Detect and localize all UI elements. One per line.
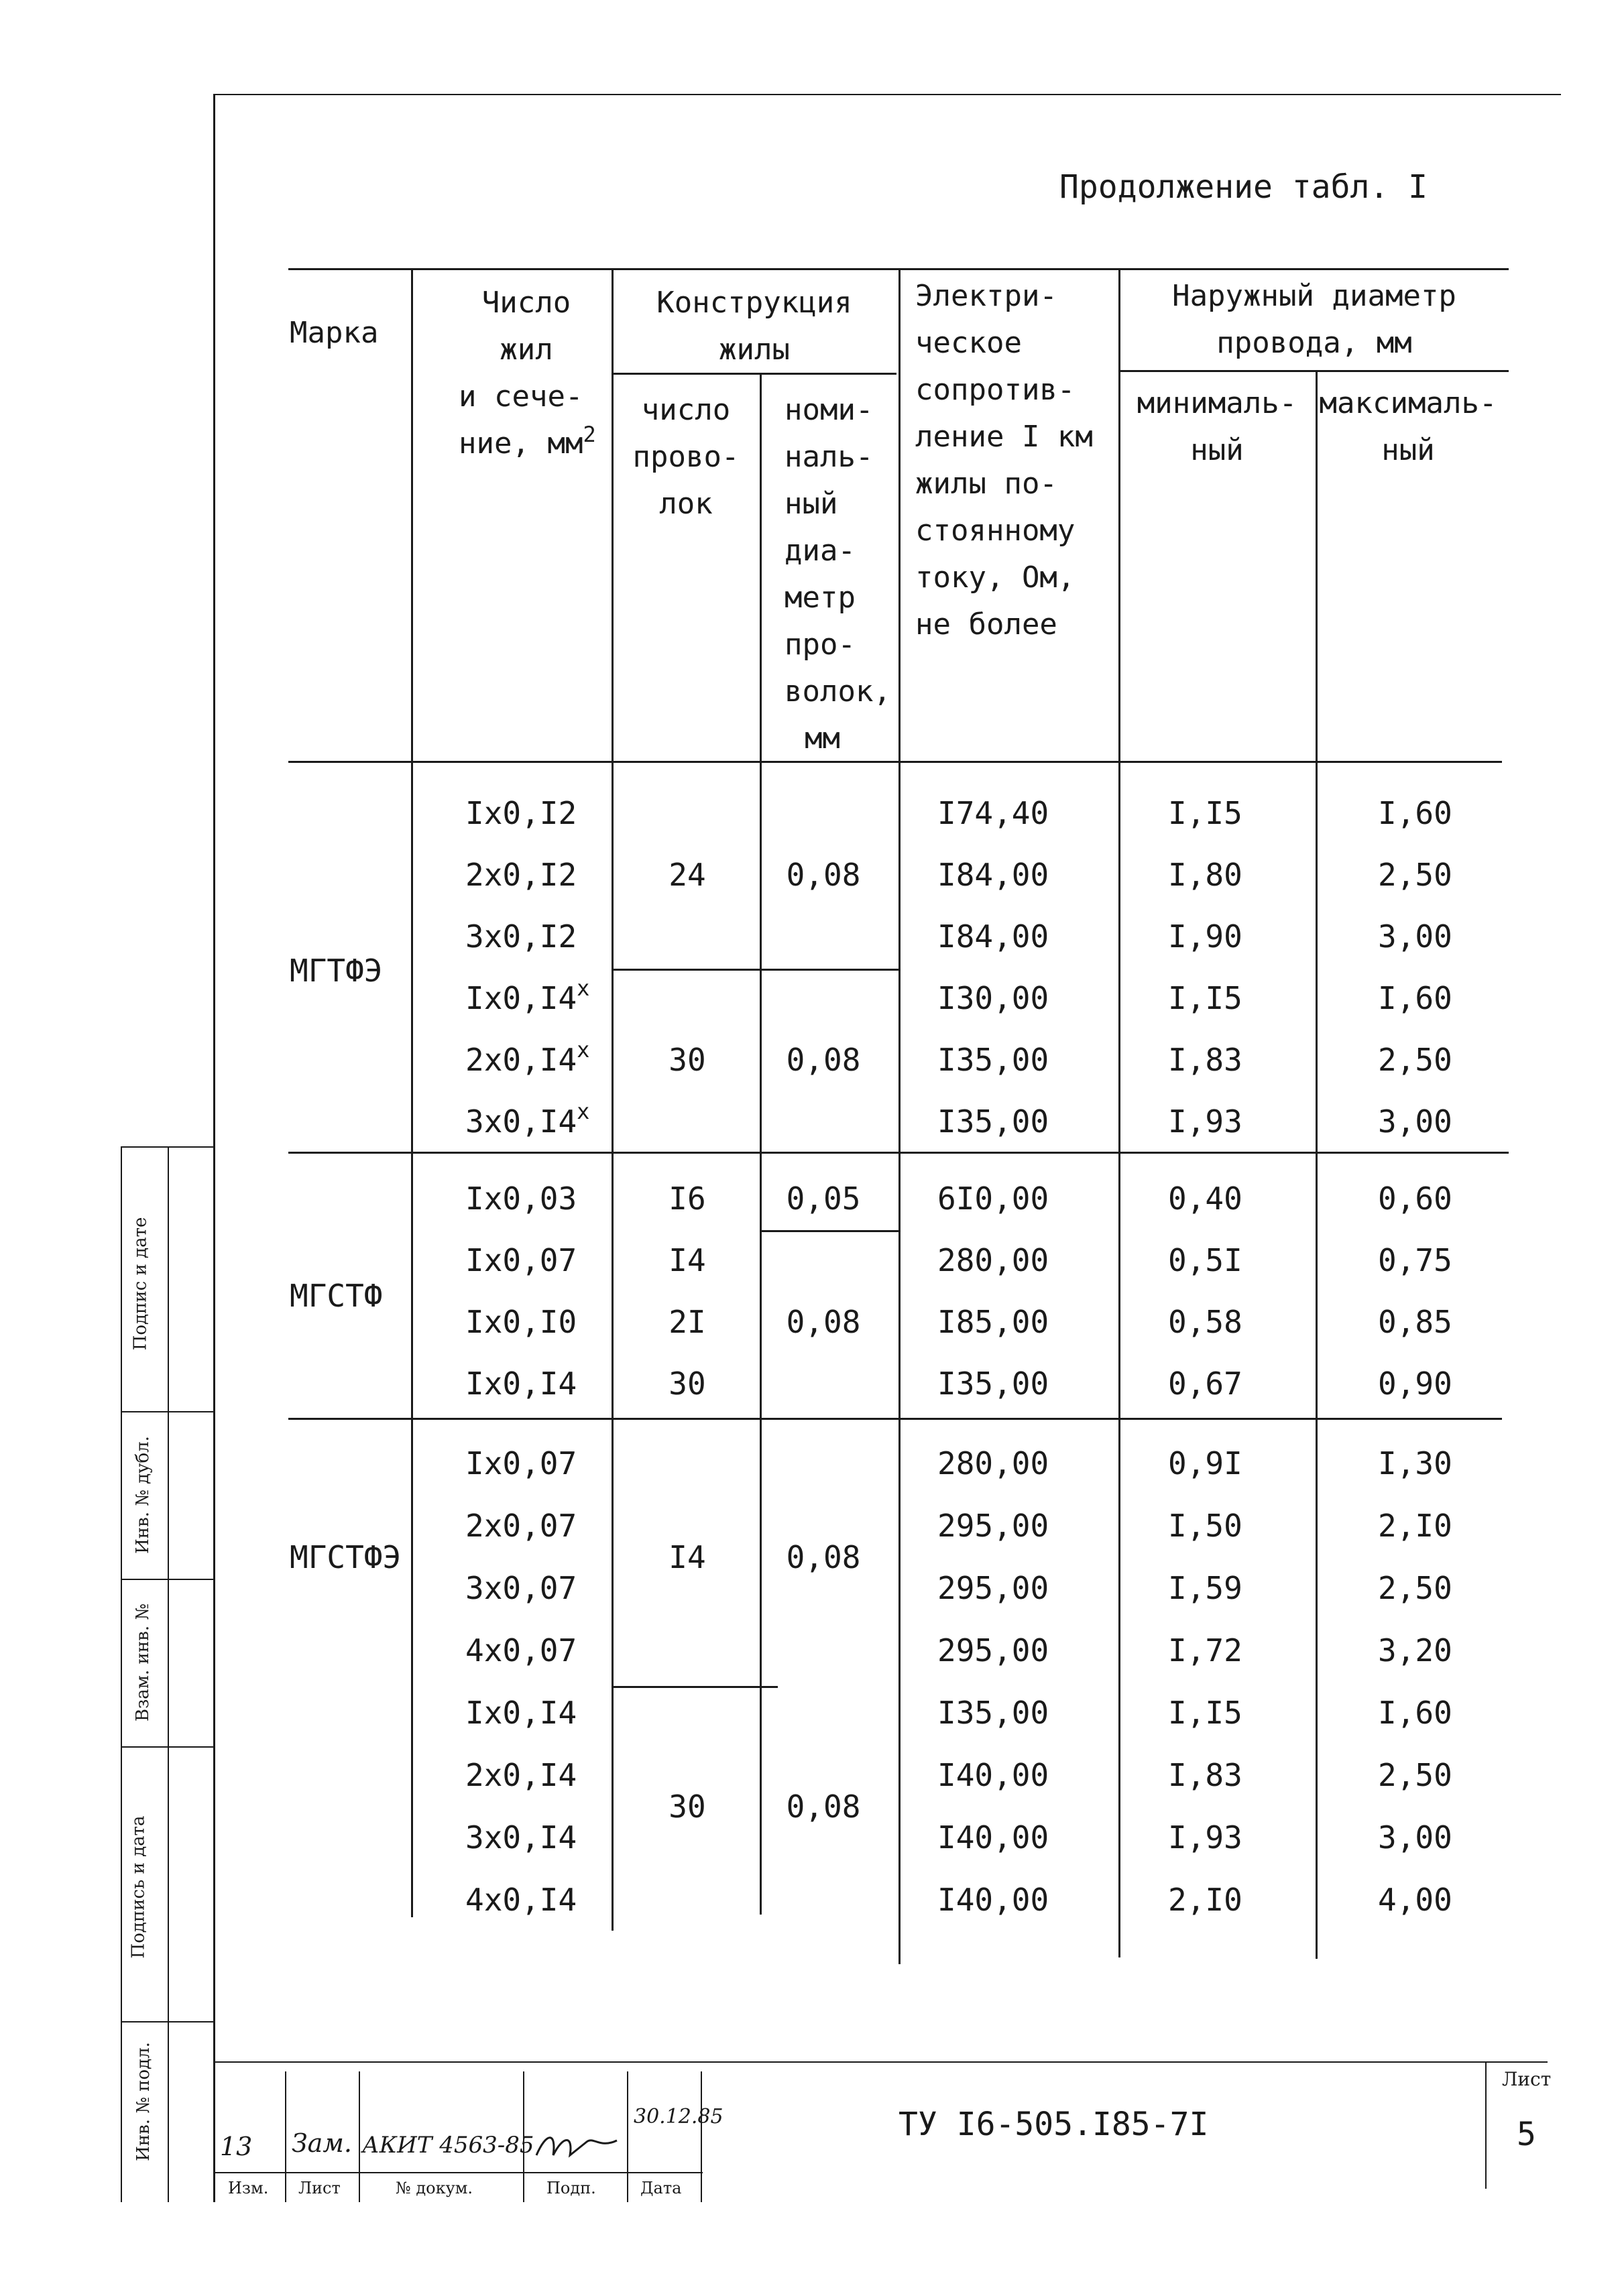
table-row-section (465, 1037, 590, 1078)
group-rule-1 (288, 1152, 1509, 1154)
frame-left-line (213, 94, 215, 2202)
section-text: 3х0,I4 (465, 1103, 577, 1140)
change-date: 30.12.85 (634, 2105, 723, 2128)
tb-col-1 (285, 2071, 286, 2202)
col-rule-2 (612, 268, 614, 1931)
resist-value: 280,00 (937, 1445, 1049, 1482)
mark-mgtfe: МГТФЭ (290, 953, 383, 989)
diam-value: 0,08 (786, 1304, 861, 1340)
resist-value: 295,00 (937, 1508, 1049, 1544)
resist-value: I35,00 (937, 1695, 1049, 1731)
header-resist-4: жилы по- (915, 467, 1057, 501)
resist-value: I40,00 (937, 1819, 1049, 1856)
resist-value: 6I0,00 (937, 1181, 1049, 1217)
label-data: Дата (640, 2179, 682, 2197)
min-value: I,59 (1168, 1570, 1242, 1606)
header-resist-6: току, Ом, (915, 560, 1076, 595)
section-text: Iх0,I4 (465, 980, 577, 1016)
max-value: 3,00 (1378, 1103, 1452, 1140)
side-label-signature-date-2: Подпись и дата (128, 1815, 149, 1959)
max-value: 0,75 (1378, 1242, 1452, 1278)
resist-value: I84,00 (937, 857, 1049, 893)
header-cores-1: Число (481, 286, 571, 320)
mgstfe-sub-rule (612, 1686, 778, 1688)
max-value: 0,60 (1378, 1181, 1452, 1217)
header-resist-3: ление I км (915, 420, 1093, 454)
section-sup: х (577, 1099, 590, 1124)
header-cores-2: жил (500, 333, 553, 367)
header-resist-1: ческое (915, 326, 1022, 360)
spec-designation: ТУ I6-505.I85-7I (898, 2106, 1209, 2143)
max-value: 3,20 (1378, 1632, 1452, 1669)
tb-col-2 (359, 2071, 360, 2202)
side-stamp-div-3 (121, 1746, 215, 1748)
side-label-dup-inv: Инв. № дубл. (132, 1436, 153, 1554)
wires-value: 2I (669, 1304, 706, 1340)
side-stamp-top (121, 1146, 215, 1148)
col-rule-5 (1118, 268, 1120, 1957)
header-diam-0: номи- (785, 393, 874, 427)
sheet-label: Лист (1502, 2068, 1552, 2090)
section-sup: х (577, 1037, 590, 1063)
table-row-section: Iх0,I0 (465, 1304, 577, 1340)
diam-value: 0,08 (786, 1539, 861, 1575)
header-outer-1: Наружный диаметр (1172, 279, 1456, 313)
col-rule-6 (1316, 370, 1318, 1959)
side-stamp-div-2 (121, 1579, 215, 1580)
diam-value: 0,08 (786, 857, 861, 893)
resist-value: I74,40 (937, 795, 1049, 831)
header-diam-3: диа- (785, 534, 856, 568)
table-row-section: 4х0,I4 (465, 1882, 577, 1918)
diam-value: 0,08 (786, 1789, 861, 1825)
min-value: I,83 (1168, 1757, 1242, 1793)
resist-value: 295,00 (937, 1632, 1049, 1669)
max-value: 3,00 (1378, 918, 1452, 955)
side-stamp-outer-line (121, 1146, 122, 2202)
header-resist-5: стоянному (915, 513, 1076, 548)
header-wires-2: прово- (632, 440, 740, 474)
header-diam-5: про- (785, 627, 856, 662)
header-min-2: ный (1190, 433, 1244, 467)
resist-value: I40,00 (937, 1882, 1049, 1918)
resist-value: 295,00 (937, 1570, 1049, 1606)
header-max-1: максималь- (1319, 386, 1497, 420)
construction-sub-rule (612, 373, 896, 375)
header-max-2: ный (1381, 433, 1435, 467)
side-label-signature-date: Подпис и дате (130, 1217, 151, 1351)
max-value: I,60 (1378, 795, 1452, 831)
header-mark: Марка (290, 316, 379, 350)
continuation-title: Продолжение табл. I (1059, 168, 1428, 206)
resist-value: I35,00 (937, 1103, 1049, 1140)
header-construction-2: жилы (719, 333, 790, 367)
min-value: I,I5 (1168, 795, 1242, 831)
side-stamp-div-4 (121, 2021, 215, 2022)
mgstf-sub-rule (760, 1230, 898, 1232)
signature-icon (533, 2128, 620, 2162)
side-stamp-inner-line (168, 1146, 169, 2202)
sheet-number: 5 (1517, 2116, 1536, 2153)
max-value: 0,90 (1378, 1366, 1452, 1402)
resist-value: I35,00 (937, 1366, 1049, 1402)
resist-value: I30,00 (937, 980, 1049, 1016)
section-sup: х (577, 975, 590, 1001)
col-rule-1 (411, 268, 413, 1917)
wires-value: 24 (669, 857, 706, 893)
mark-mgstfe: МГСТФЭ (290, 1539, 402, 1575)
col-rule-3 (760, 373, 762, 1915)
outer-sub-rule (1118, 370, 1509, 372)
change-doc-number: АКИТ 4563-85 (362, 2132, 534, 2159)
header-diam-1: наль- (785, 440, 874, 474)
frame-top-line (213, 94, 1561, 95)
table-row-section (465, 1099, 590, 1140)
wires-value: I4 (669, 1539, 706, 1575)
max-value: 3,00 (1378, 1819, 1452, 1856)
change-sheet: Зам. (292, 2128, 352, 2158)
header-diam-4: метр (785, 581, 856, 615)
min-value: 0,40 (1168, 1181, 1242, 1217)
resist-value: I85,00 (937, 1304, 1049, 1340)
table-row-section: 3х0,I4 (465, 1819, 577, 1856)
tb-col-4 (627, 2071, 628, 2202)
max-value: I,60 (1378, 980, 1452, 1016)
min-value: 0,9I (1168, 1445, 1242, 1482)
min-value: 0,67 (1168, 1366, 1242, 1402)
title-block-mid (213, 2172, 703, 2173)
table-row-section: Iх0,07 (465, 1445, 577, 1482)
col-rule-4 (898, 268, 901, 1964)
tb-sheet-col (1485, 2061, 1487, 2189)
label-izm: Изм. (228, 2179, 269, 2197)
max-value: I,30 (1378, 1445, 1452, 1482)
header-cores-4 (459, 422, 596, 461)
header-cores-3: и сече- (459, 379, 583, 414)
diam-value: 0,08 (786, 1042, 861, 1078)
header-wires-1: число (641, 393, 731, 427)
header-construction-1: Конструкция (656, 286, 852, 320)
min-value: I,83 (1168, 1042, 1242, 1078)
max-value: I,60 (1378, 1695, 1452, 1731)
section-text: 2х0,I4 (465, 1042, 577, 1078)
min-value: 0,58 (1168, 1304, 1242, 1340)
change-signature (533, 2128, 620, 2168)
mgtfe-sub-rule (612, 969, 898, 971)
header-wires-3: лок (659, 487, 713, 521)
wires-value: 30 (669, 1366, 706, 1402)
table-row-section: Iх0,03 (465, 1181, 577, 1217)
min-value: I,90 (1168, 918, 1242, 955)
wires-value: 30 (669, 1042, 706, 1078)
min-value: 2,I0 (1168, 1882, 1242, 1918)
max-value: 2,50 (1378, 857, 1452, 893)
max-value: 2,50 (1378, 1757, 1452, 1793)
header-diam-7: мм (805, 721, 840, 756)
min-value: I,72 (1168, 1632, 1242, 1669)
min-value: I,50 (1168, 1508, 1242, 1544)
label-doc: № докум. (396, 2179, 473, 2197)
group-rule-2 (288, 1418, 1502, 1420)
min-value: I,I5 (1168, 980, 1242, 1016)
table-row-section: Iх0,I4 (465, 1695, 577, 1731)
min-value: I,93 (1168, 1103, 1242, 1140)
resist-value: I40,00 (937, 1757, 1049, 1793)
header-bottom-rule (288, 761, 1502, 763)
table-row-section: 4х0,07 (465, 1632, 577, 1669)
label-podp: Подп. (546, 2179, 596, 2197)
header-resist-7: не более (915, 607, 1057, 642)
resist-value: 280,00 (937, 1242, 1049, 1278)
min-value: 0,5I (1168, 1242, 1242, 1278)
mark-mgstf: МГСТФ (290, 1278, 383, 1314)
wires-value: I6 (669, 1181, 706, 1217)
header-diam-2: ный (785, 487, 838, 521)
min-value: I,93 (1168, 1819, 1242, 1856)
table-row-section (465, 975, 590, 1016)
max-value: 0,85 (1378, 1304, 1452, 1340)
header-cores-4-text: ние, мм (459, 426, 583, 461)
wires-value: 30 (669, 1789, 706, 1825)
side-label-original-inv: Инв. № подл. (133, 2042, 154, 2161)
table-row-section: Iх0,07 (465, 1242, 577, 1278)
diam-value: 0,05 (786, 1181, 861, 1217)
table-row-section: 2х0,I2 (465, 857, 577, 893)
tb-col-5 (701, 2071, 702, 2202)
table-row-section: Iх0,I2 (465, 795, 577, 831)
title-block-top (213, 2061, 1548, 2063)
max-value: 4,00 (1378, 1882, 1452, 1918)
change-number: 13 (220, 2132, 253, 2161)
side-stamp-div-1 (121, 1411, 215, 1412)
header-resist-0: Электри- (915, 279, 1057, 313)
table-row-section: 3х0,07 (465, 1570, 577, 1606)
table-row-section: 2х0,07 (465, 1508, 577, 1544)
max-value: 2,I0 (1378, 1508, 1452, 1544)
max-value: 2,50 (1378, 1042, 1452, 1078)
wires-value: I4 (669, 1242, 706, 1278)
resist-value: I35,00 (937, 1042, 1049, 1078)
min-value: I,80 (1168, 857, 1242, 893)
min-value: I,I5 (1168, 1695, 1242, 1731)
table-row-section: 2х0,I4 (465, 1757, 577, 1793)
resist-value: I84,00 (937, 918, 1049, 955)
max-value: 2,50 (1378, 1570, 1452, 1606)
table-row-section: 3х0,I2 (465, 918, 577, 955)
header-diam-6: волок, (785, 674, 891, 709)
table-row-section: Iх0,I4 (465, 1366, 577, 1402)
header-resist-2: сопротив- (915, 373, 1076, 407)
header-cores-sup: 2 (583, 422, 596, 447)
label-list: Лист (298, 2179, 341, 2197)
header-min-1: минималь- (1137, 386, 1297, 420)
header-outer-2: провода, мм (1216, 326, 1412, 360)
side-label-replace-inv: Взам. инв. № (132, 1604, 153, 1721)
